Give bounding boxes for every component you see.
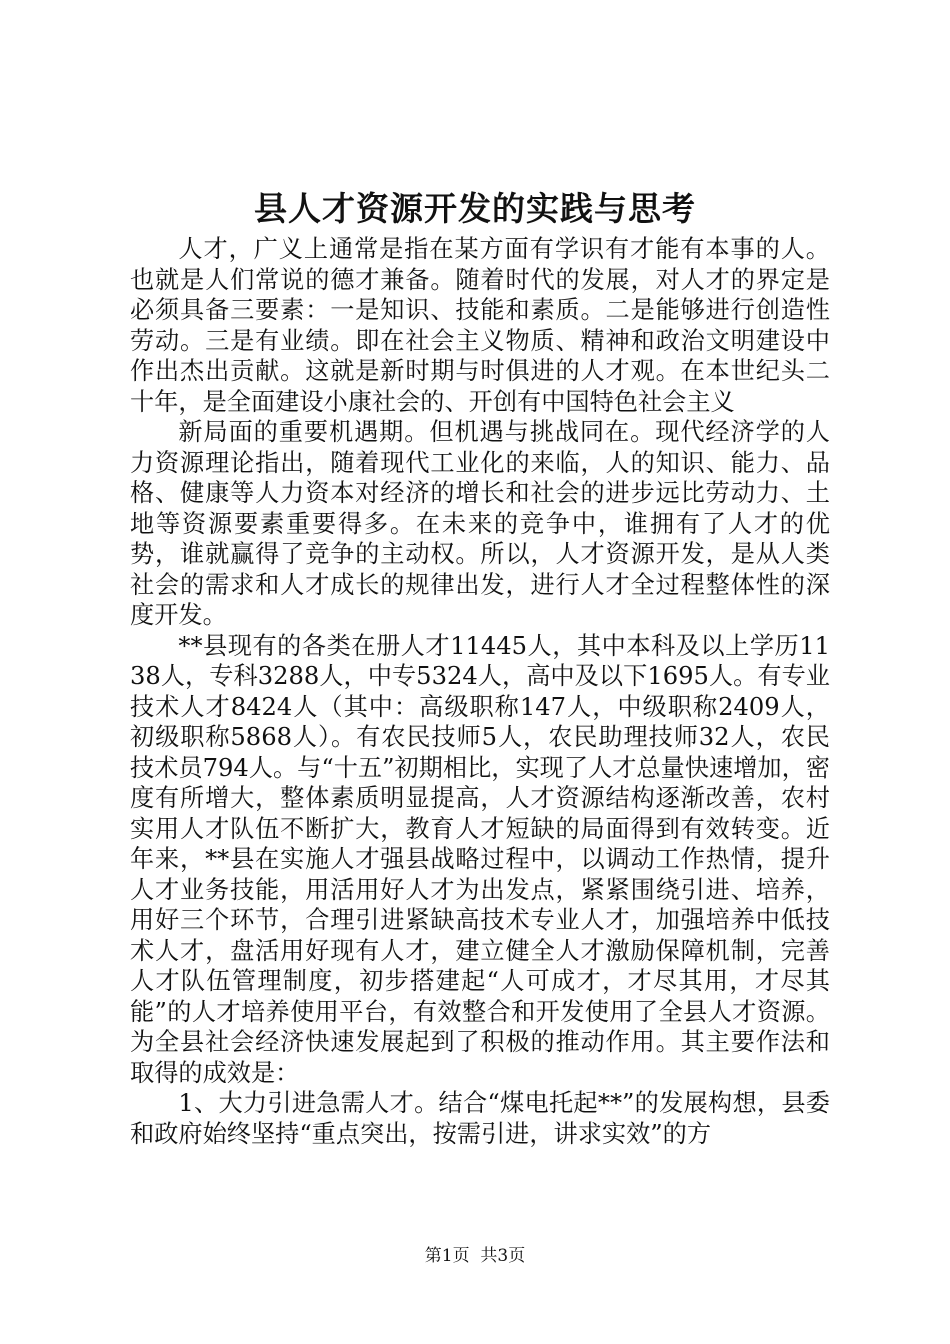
paragraph: 新局面的重要机遇期。但机遇与挑战同在。现代经济学的人力资源理论指出，随着现代工业化的来临，人的知识、能力、品格、健康等人力资本对经济的增长和社会的进步远比劳动力、土地等资源要素重要得多。在未来的竞争中，谁拥有了人才的优势，谁就赢得了竞争的主动权。所以，人才资源开发，是从人类社会的需求和人才成长的规律出发，进行人才全过程整体性的深度开发。 — [130, 418, 830, 629]
paragraph: **县现有的各类在册人才11445人，其中本科及以上学历1138人，专科3288人，中专5324人，高中及以下1695人。有专业技术人才8424人（其中：高级职称147人，中级职称2409人，初级职称5868人）。有农民技师5人，农民助理技师32人，农民技术员794人。与“十五”初期相比，实现了人才总量快速增加，密度有所增大，整体素质明显提高，人才资源结构逐渐改善，农村实用人才队伍不断扩大，教育人才短缺的局面得到有效转变。近年来，**县在实施人才强县战略过程中，以调动工作热情，提升人才业务技能，用活用好人才为出发点，紧紧围绕引进、培养，用好三个环节，合理引进紧缺高技术专业人才，加强培养中低技术人才，盘活用好现有人才，建立健全人才激励保障机制，完善人才队伍管理制度，初步搭建起“人可成才，才尽其用，才尽其能”的人才培养使用平台，有效整合和开发使用了全县人才资源。为全县社会经济快速发展起到了积极的推动作用。其主要作法和取得的成效是： — [130, 631, 830, 1087]
document-title: 县人才资源开发的实践与思考 — [254, 189, 696, 228]
document-body — [130, 234, 830, 1149]
paragraph: 1、大力引进急需人才。结合“煤电托起**”的发展构想，县委和政府始终坚持“重点突出，按需引进，讲求实效”的方 — [130, 1089, 830, 1148]
page-number: 第1页 共3页 — [424, 1246, 526, 1266]
page-footer — [0, 1244, 950, 1268]
paragraph: 人才，广义上通常是指在某方面有学识有才能有本事的人。也就是人们常说的德才兼备。随着时代的发展，对人才的界定是必须具备三要素：一是知识、技能和素质。二是能够进行创造性劳动。三是有业绩。即在社会主义物质、精神和政治文明建设中作出杰出贡献。这就是新时期与时俱进的人才观。在本世纪头二十年，是全面建设小康社会的、开创有中国特色社会主义 — [130, 235, 830, 416]
